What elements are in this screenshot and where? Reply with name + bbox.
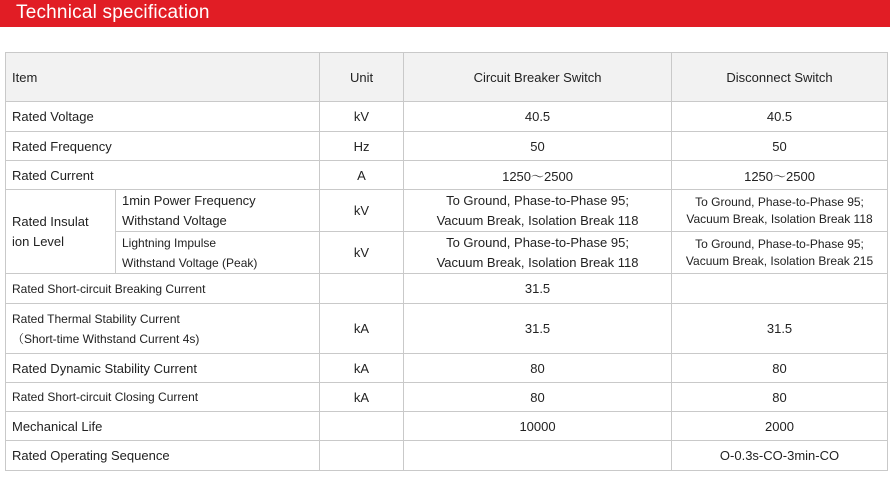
row-ds-value: 2000 (672, 412, 888, 441)
row-unit: kV (320, 232, 404, 274)
row-ds-value (672, 232, 888, 274)
table-row (6, 412, 888, 441)
row-item-label: Rated Dynamic Stability Current (6, 354, 320, 383)
row-cb-value: 31.5 (404, 274, 672, 304)
row-unit: A (320, 161, 404, 190)
row-unit (320, 274, 404, 304)
spec-table (5, 52, 888, 471)
table-row (6, 354, 888, 383)
row-cb-value (404, 232, 672, 274)
row-ds-value: 50 (672, 132, 888, 161)
sub-item-line: 1min Power Frequency (122, 192, 256, 208)
row-item-label: Rated Operating Sequence (6, 441, 320, 471)
ds-value-line: Vacuum Break, Isolation Break 215 (685, 253, 874, 268)
row-cb-value: 10000 (404, 412, 672, 441)
sub-item-label (116, 232, 320, 274)
row-ds-value: 1250～2500 (672, 161, 888, 190)
header-row (6, 53, 888, 102)
table-row (6, 274, 888, 304)
table-row (6, 232, 888, 274)
row-item-label: Rated Voltage (6, 102, 320, 132)
row-unit: Hz (320, 132, 404, 161)
row-ds-value (672, 274, 888, 304)
cb-value-line: Vacuum Break, Isolation Break 118 (436, 212, 639, 228)
row-unit: kV (320, 190, 404, 232)
sub-item-line: Lightning Impulse (122, 235, 217, 250)
table-row (6, 190, 888, 232)
row-ds-value: 40.5 (672, 102, 888, 132)
header-disconnect: Disconnect Switch (672, 53, 888, 102)
table-row (6, 161, 888, 190)
table-row (6, 383, 888, 412)
row-unit (320, 441, 404, 471)
row-cb-value (404, 190, 672, 232)
row-cb-value (404, 441, 672, 471)
row-cb-value: 50 (404, 132, 672, 161)
header-circuit-breaker: Circuit Breaker Switch (404, 53, 672, 102)
header-unit: Unit (320, 53, 404, 102)
row-ds-value: O-0.3s-CO-3min-CO (672, 441, 888, 471)
row-ds-value: 80 (672, 383, 888, 412)
cb-value-line: To Ground, Phase-to-Phase 95; (446, 192, 629, 208)
row-item-label: Rated Short-circuit Closing Current (6, 383, 320, 412)
page-title: Technical specification (16, 2, 210, 23)
row-item-label: Rated Frequency (6, 132, 320, 161)
insulation-item-label (6, 190, 116, 274)
sub-item-line: Withstand Voltage (122, 212, 227, 228)
table-row (6, 102, 888, 132)
row-unit: kA (320, 304, 404, 354)
table-row (6, 132, 888, 161)
row-ds-value: 31.5 (672, 304, 888, 354)
table-row (6, 304, 888, 354)
row-unit: kA (320, 354, 404, 383)
row-ds-value (672, 190, 888, 232)
row-ds-value: 80 (672, 354, 888, 383)
insulation-label-line: ion Level (12, 233, 65, 249)
row-unit: kA (320, 383, 404, 412)
row-item-label (6, 304, 320, 354)
row-cb-value: 31.5 (404, 304, 672, 354)
item-line: Rated Thermal Stability Current (12, 311, 180, 326)
sub-item-label (116, 190, 320, 232)
cb-value-line: To Ground, Phase-to-Phase 95; (446, 234, 629, 250)
row-item-label: Rated Current (6, 161, 320, 190)
header-item: Item (6, 53, 320, 102)
cb-value-line: Vacuum Break, Isolation Break 118 (436, 254, 639, 270)
row-item-label: Rated Short-circuit Breaking Current (6, 274, 320, 304)
row-unit: kV (320, 102, 404, 132)
ds-value-line: Vacuum Break, Isolation Break 118 (686, 211, 873, 226)
row-item-label: Mechanical Life (6, 412, 320, 441)
insulation-label-line: Rated Insulat (12, 213, 89, 229)
sub-item-line: Withstand Voltage (Peak) (122, 255, 258, 270)
title-banner (0, 0, 890, 27)
row-cb-value: 80 (404, 354, 672, 383)
ds-value-line: To Ground, Phase-to-Phase 95; (695, 236, 864, 251)
item-line: （Short-time Withstand Current 4s) (12, 331, 200, 346)
table-row (6, 441, 888, 471)
row-unit (320, 412, 404, 441)
row-cb-value: 40.5 (404, 102, 672, 132)
row-cb-value: 1250～2500 (404, 161, 672, 190)
ds-value-line: To Ground, Phase-to-Phase 95; (695, 194, 864, 209)
row-cb-value: 80 (404, 383, 672, 412)
